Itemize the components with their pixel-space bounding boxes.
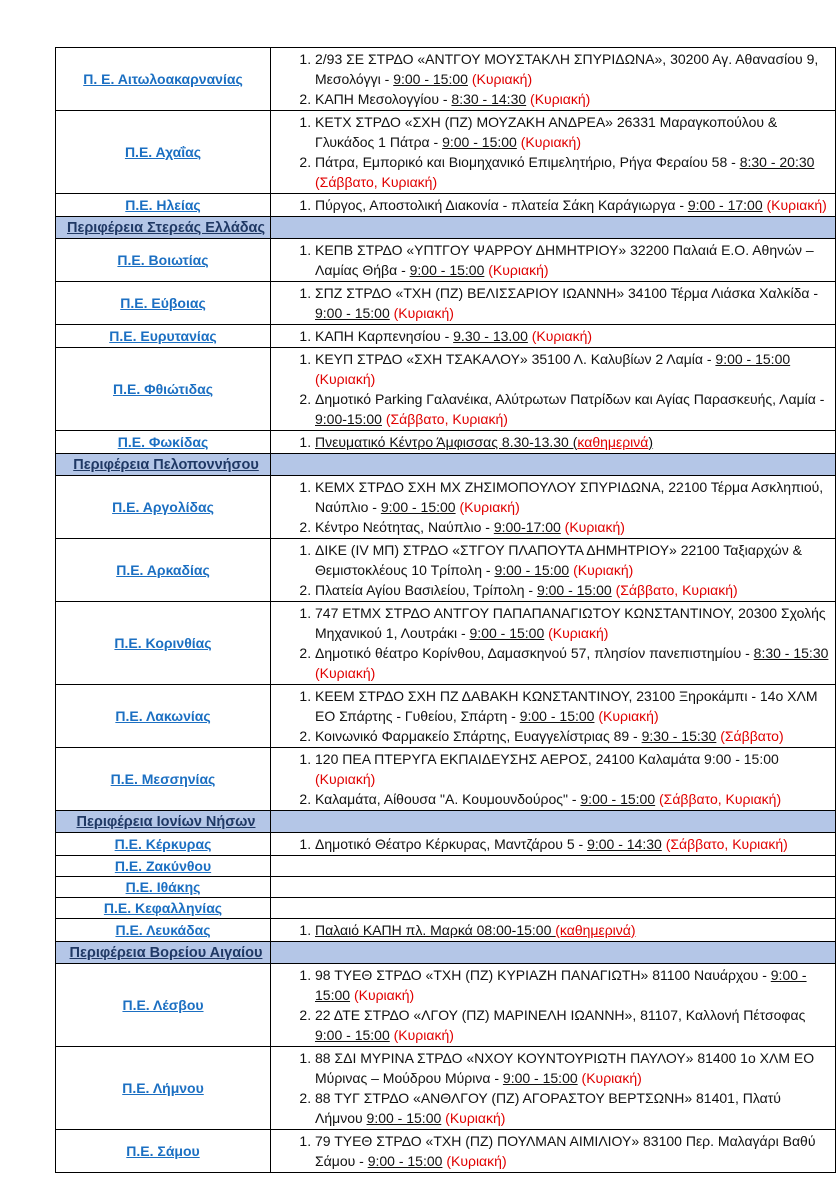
day-label: (Σάββατο) — [720, 728, 784, 744]
location-item — [315, 580, 831, 600]
section-row — [56, 217, 836, 239]
locations-cell — [271, 964, 836, 1047]
location-text: 22 ΔΤΕ ΣΤΡΔΟ «ΛΓΟΥ (ΠΖ) ΜΑΡΙΝΕΛΗ ΙΩΑΝΝΗ», 81107, Καλλονή Πέτσοφας — [315, 1007, 806, 1023]
locations-cell — [271, 476, 836, 539]
region-name-cell — [56, 1130, 271, 1173]
section-row — [56, 942, 836, 964]
day-label: (Κυριακή) — [520, 134, 581, 150]
locations-list — [271, 195, 831, 215]
region-name-cell — [56, 431, 271, 454]
location-text: Κοινωνικό Φαρμακείο Σπάρτης, Ευαγγελίστριας 89 - — [315, 728, 642, 744]
time-range: 8:30 - 20:30 — [739, 154, 815, 170]
location-item — [315, 920, 831, 940]
day-label: (Κυριακή) — [353, 987, 415, 1003]
table-row — [56, 476, 836, 539]
location-item — [315, 686, 831, 726]
locations-cell — [271, 348, 836, 431]
location-text: Καλαμάτα, Αίθουσα "Α. Κουμουνδούρος" - — [315, 791, 581, 807]
location-item — [315, 965, 831, 1005]
locations-cell — [271, 602, 836, 685]
locations-cell — [271, 877, 836, 898]
locations-list — [271, 477, 831, 537]
locations-cell — [271, 748, 836, 811]
location-item — [315, 477, 831, 517]
time-range: 9:00 - 15:00 — [536, 582, 612, 598]
table-row — [56, 325, 836, 348]
locations-cell — [271, 282, 836, 325]
location-item — [315, 152, 831, 192]
region-name-cell — [56, 111, 271, 194]
locations-list — [271, 834, 831, 854]
location-text: ΚΑΠΗ Μεσολογγίου - — [315, 91, 452, 107]
location-text: Δημοτικό Θέατρο Κέρκυρας, Μαντζάρου 5 - — [315, 836, 588, 852]
region-name: Π.Ε. Κέρκυρας — [114, 836, 212, 852]
region-name: Π.Ε. Εύβοιας — [120, 295, 206, 311]
time-range: 9:00 - 15:00 — [494, 562, 570, 578]
location-item — [315, 195, 831, 215]
locations-list — [271, 283, 831, 323]
location-item — [315, 349, 831, 389]
section-title-cell — [56, 454, 271, 476]
locations-list — [271, 112, 831, 192]
day-label: (Κυριακή) — [393, 1027, 454, 1043]
section-title-cell — [56, 217, 271, 239]
day-label: (Κυριακή) — [445, 1110, 506, 1126]
region-name: Π.Ε. Αχαΐας — [124, 144, 202, 160]
time-range: 9:00 - 15:00 — [409, 262, 485, 278]
region-name-cell — [56, 239, 271, 282]
day-label: (Κυριακή) — [315, 371, 376, 387]
region-name-cell — [56, 1047, 271, 1130]
location-item — [315, 749, 831, 789]
day-label: (Κυριακή) — [393, 305, 454, 321]
region-name-cell — [56, 325, 271, 348]
location-text: 98 ΤΥΕΘ ΣΤΡΔΟ «ΤΧΗ (ΠΖ) ΚΥΡΙΑΖΗ ΠΑΝΑΓΙΩΤΗ» 81100 Ναυάρχου - — [315, 967, 771, 983]
day-label: (Σάββατο, Κυριακή) — [665, 836, 788, 852]
time-range: 9:00 - 15:00 — [315, 967, 807, 1003]
table-row — [56, 48, 836, 111]
location-item — [315, 603, 831, 643]
locations-list — [271, 686, 831, 746]
table-row — [56, 898, 836, 919]
region-name: Π.Ε. Φωκίδας — [117, 434, 209, 450]
region-name-cell — [56, 748, 271, 811]
table-row — [56, 685, 836, 748]
region-name: Π.Ε. Ευρυτανίας — [109, 328, 217, 344]
location-item — [315, 517, 831, 537]
time-range: 9:00 - 15:00 — [715, 351, 791, 367]
day-label: (Κυριακή) — [531, 328, 593, 344]
location-item — [315, 283, 831, 323]
time-range: 9:00 - 15:00 — [519, 708, 595, 724]
time-range: 9:00 - 15:00 — [315, 1027, 390, 1043]
region-name: Π.Ε. Κορινθίας — [114, 635, 212, 651]
section-row — [56, 454, 836, 476]
time-range: 9:00 - 17:00 — [687, 197, 763, 213]
day-label: (Κυριακή) — [315, 771, 376, 787]
day-label: (Κυριακή) — [581, 1070, 642, 1086]
location-item — [315, 540, 831, 580]
location-text: Πύργος, Αποστολική Διακονία - πλατεία Σάκη Καράγιωργα - — [315, 197, 688, 213]
region-name-cell — [56, 539, 271, 602]
locations-list — [271, 540, 831, 600]
location-item — [315, 789, 831, 809]
time-range: 9:30 - 15:30 — [641, 728, 717, 744]
location-item — [315, 112, 831, 152]
locations-cell — [271, 48, 836, 111]
day-label: καθημερινά — [577, 434, 649, 450]
region-name-cell — [56, 964, 271, 1047]
time-range: 9:00 - 15:00 — [315, 305, 390, 321]
day-label: (Σάββατο, Κυριακή) — [385, 411, 508, 427]
locations-list — [271, 240, 831, 280]
day-label: (Σάββατο, Κυριακή) — [659, 791, 782, 807]
location-text: ΚΕΥΠ ΣΤΡΔΟ «ΣΧΗ ΤΣΑΚΑΛΟΥ» 35100 Λ. Καλυβίων 2 Λαμία - — [315, 351, 716, 367]
region-name: Π.Ε. Φθιώτιδας — [112, 381, 214, 397]
day-label: (Κυριακή) — [598, 708, 659, 724]
regions-schedule-table — [55, 47, 836, 1173]
locations-list — [271, 49, 831, 109]
locations-cell — [271, 431, 836, 454]
location-text: ΚΕΤΧ ΣΤΡΔΟ «ΣΧΗ (ΠΖ) ΜΟΥΖΑΚΗ ΑΝΔΡΕΑ» 26331 Μαραγκοπούλου & Γλυκάδος 1 Πάτρα - — [315, 114, 778, 150]
table-row — [56, 1130, 836, 1173]
location-text: Δημοτικό Parking Γαλανέικα, Αλύτρωτων Πατρίδων και Αγίας Παρασκευής, Λαμία - — [315, 391, 825, 407]
region-name-cell — [56, 194, 271, 217]
section-title-cell — [56, 942, 271, 964]
day-label: (Κυριακή) — [488, 262, 549, 278]
region-name-cell — [56, 877, 271, 898]
day-label: (Κυριακή) — [530, 91, 591, 107]
region-name: Π.Ε. Βοιωτίας — [117, 252, 209, 268]
time-range: 9:00 - 15:00 — [442, 134, 517, 150]
location-text: Κέντρο Νεότητας, Ναύπλιο - — [315, 519, 494, 535]
table-row — [56, 194, 836, 217]
location-text: ΣΠΖ ΣΤΡΔΟ «ΤΧΗ (ΠΖ) ΒΕΛΙΣΣΑΡΙΟΥ ΙΩΑΝΝΗ» 34100 Τέρμα Λιάσκα Χαλκίδα - — [315, 285, 819, 301]
locations-cell — [271, 325, 836, 348]
locations-list — [271, 965, 831, 1045]
location-item — [315, 1088, 831, 1128]
table-row — [56, 431, 836, 454]
region-name: Π.Ε. Αρκαδίας — [116, 562, 210, 578]
section-row-spacer — [271, 217, 836, 239]
table-row — [56, 877, 836, 898]
region-name: Π. Ε. Αιτωλοακαρνανίας — [83, 71, 243, 87]
locations-list — [271, 603, 831, 683]
time-range: 9:00 - 14:30 — [587, 836, 662, 852]
locations-cell — [271, 898, 836, 919]
day-label: (καθημερινά) — [555, 922, 636, 938]
locations-cell — [271, 111, 836, 194]
table-row — [56, 964, 836, 1047]
location-text: 120 ΠΕΑ ΠΤΕΡΥΓΑ ΕΚΠΑΙΔΕΥΣΗΣ ΑΕΡΟΣ, 24100 Καλαμάτα 9:00 - 15:00 — [315, 751, 779, 767]
table-row — [56, 748, 836, 811]
table-row — [56, 282, 836, 325]
table-row — [56, 919, 836, 942]
section-title: Περιφέρεια Πελοποννήσου — [73, 456, 259, 473]
section-title: Περιφέρεια Βορείου Αιγαίου — [69, 944, 263, 961]
region-name-cell — [56, 282, 271, 325]
region-name-cell — [56, 685, 271, 748]
region-name: Π.Ε. Ζακύνθου — [114, 858, 212, 874]
section-row-spacer — [271, 454, 836, 476]
locations-list — [271, 749, 831, 809]
day-label: (Κυριακή) — [446, 1153, 507, 1169]
section-row-spacer — [271, 942, 836, 964]
section-title: Περιφέρεια Στερεάς Ελλάδας — [66, 219, 265, 236]
locations-cell — [271, 194, 836, 217]
region-name-cell — [56, 856, 271, 877]
day-label: (Κυριακή) — [315, 665, 376, 681]
location-item — [315, 1048, 831, 1088]
region-name: Π.Ε. Λευκάδας — [115, 922, 211, 938]
locations-cell — [271, 539, 836, 602]
region-name: Π.Ε. Λέσβου — [122, 997, 204, 1013]
location-text: Πλατεία Αγίου Βασιλείου, Τρίπολη - — [315, 582, 537, 598]
region-name: Π.Ε. Ιθάκης — [125, 879, 201, 895]
region-name-cell — [56, 898, 271, 919]
section-row-spacer — [271, 811, 836, 833]
locations-cell — [271, 685, 836, 748]
location-text: 79 ΤΥΕΘ ΣΤΡΔΟ «ΤΧΗ (ΠΖ) ΠΟΥΛΜΑΝ ΑΙΜΙΛΙΟΥ» 83100 Περ. Μαλαγάρι Βαθύ Σάμου - — [315, 1133, 816, 1169]
locations-cell — [271, 833, 836, 856]
time-range: 9:00 - 15:00 — [380, 499, 456, 515]
location-item — [315, 1005, 831, 1045]
locations-list — [271, 326, 831, 346]
region-name-cell — [56, 919, 271, 942]
region-name: Π.Ε. Κεφαλληνίας — [103, 900, 223, 916]
time-range: 9:00 - 15:00 — [393, 71, 468, 87]
locations-cell — [271, 919, 836, 942]
location-item — [315, 49, 831, 89]
day-label: (Κυριακή) — [573, 562, 634, 578]
region-name-cell — [56, 348, 271, 431]
table-row — [56, 1047, 836, 1130]
location-text: 88 ΤΥΓ ΣΤΡΔΟ «ΑΝΘΛΓΟΥ (ΠΖ) ΑΓΟΡΑΣΤΟΥ ΒΕΡΤΣΩΝΗ» 81401, Πλατύ Λήμνου — [315, 1090, 781, 1126]
location-item — [315, 1131, 831, 1171]
location-item — [315, 240, 831, 280]
regions-table-body — [56, 48, 836, 1173]
region-name: Π.Ε. Σάμου — [126, 1143, 200, 1159]
location-item — [315, 643, 831, 683]
locations-cell — [271, 1047, 836, 1130]
location-text: 2/93 ΣΕ ΣΤΡΔΟ «ΑΝΤΓΟΥ ΜΟΥΣΤΑΚΛΗ ΣΠΥΡΙΔΩΝΑ», 30200 Αγ. Αθανασίου 9, Μεσολόγγι - — [315, 51, 819, 87]
table-row — [56, 111, 836, 194]
table-row — [56, 239, 836, 282]
section-row — [56, 811, 836, 833]
time-range: 9:00-17:00 — [493, 519, 561, 535]
location-item — [315, 326, 831, 346]
region-name: Π.Ε. Μεσσηνίας — [110, 771, 216, 787]
table-row — [56, 833, 836, 856]
location-text: 88 ΣΔΙ ΜΥΡΙΝΑ ΣΤΡΔΟ «ΝΧΟΥ ΚΟΥΝΤΟΥΡΙΩΤΗ ΠΑΥΛΟΥ» 81400 1ο ΧΛΜ ΕΟ Μύρινας – Μούδρου Μύρινα - — [315, 1050, 815, 1086]
time-range: 9:00 - 15:00 — [366, 1110, 442, 1126]
time-range: Παλαιό ΚΑΠΗ πλ. Μαρκά 08:00-15:00 — [315, 922, 556, 938]
locations-cell — [271, 856, 836, 877]
locations-list — [271, 432, 831, 452]
day-label: (Κυριακή) — [471, 71, 533, 87]
table-row — [56, 602, 836, 685]
time-range: 9.30 - 13.00 — [453, 328, 528, 344]
location-text: ΔΙΚΕ (ΙV ΜΠ) ΣΤΡΔΟ «ΣΤΓΟΥ ΠΛΑΠΟΥΤΑ ΔΗΜΗΤΡΙΟΥ» 22100 Ταξιαρχών & Θεμιστοκλέους 10 Τρίπολη - — [315, 542, 802, 578]
time-range: 9:00 - 15:00 — [580, 791, 656, 807]
day-label: (Κυριακή) — [564, 519, 625, 535]
location-item — [315, 834, 831, 854]
day-label: (Κυριακή) — [459, 499, 520, 515]
table-row — [56, 348, 836, 431]
time-range: 8:30 - 15:30 — [753, 645, 829, 661]
region-name: Π.Ε. Λακωνίας — [115, 708, 211, 724]
locations-list — [271, 920, 831, 940]
time-range: 9:00 - 15:00 — [502, 1070, 578, 1086]
location-text: Δημοτικό θέατρο Κορίνθου, Δαμασκηνού 57, πλησίον πανεπιστημίου - — [315, 645, 754, 661]
time-range: 9:00-15:00 — [315, 411, 382, 427]
location-item — [315, 89, 831, 109]
table-row — [56, 539, 836, 602]
time-range: 8:30 - 14:30 — [451, 91, 527, 107]
table-row — [56, 856, 836, 877]
location-item — [315, 432, 831, 452]
location-text: ΚΑΠΗ Καρπενησίου - — [315, 328, 454, 344]
locations-list — [271, 1048, 831, 1128]
location-item — [315, 389, 831, 429]
locations-list — [271, 1131, 831, 1171]
day-label: (Κυριακή) — [766, 197, 827, 213]
locations-list — [271, 349, 831, 429]
location-text: ΚΕΕΜ ΣΤΡΔΟ ΣΧΗ ΠΖ ΔΑΒΑΚΗ ΚΩΝΣΤΑΝΤΙΝΟΥ, 23100 Ξηροκάμπι - 14ο ΧΛΜ ΕΟ Σπάρτης - Γυθείου, Σπάρτη - — [315, 688, 818, 724]
day-label: (Κυριακή) — [548, 625, 609, 641]
time-range: 9:00 - 15:00 — [367, 1153, 443, 1169]
time-range: Πνευματικό Κέντρο Άμφισσας 8.30-13.30 ( — [315, 434, 578, 450]
section-title: Περιφέρεια Ιονίων Νήσων — [76, 813, 256, 830]
region-name: Π.Ε. Ηλείας — [125, 197, 201, 213]
time-range: 9:00 - 15:00 — [469, 625, 545, 641]
region-name-cell — [56, 833, 271, 856]
region-name-cell — [56, 48, 271, 111]
region-name: Π.Ε. Λήμνου — [122, 1080, 204, 1096]
time-range: ) — [648, 434, 654, 450]
day-label: (Σάββατο, Κυριακή) — [315, 174, 438, 190]
locations-cell — [271, 1130, 836, 1173]
location-item — [315, 726, 831, 746]
day-label: (Σάββατο, Κυριακή) — [615, 582, 738, 598]
location-text: ΚΕΠΒ ΣΤΡΔΟ «ΥΠΤΓΟΥ ΨΑΡΡΟΥ ΔΗΜΗΤΡΙΟΥ» 32200 Παλαιά Ε.Ο. Αθηνών – Λαμίας Θήβα - — [315, 242, 814, 278]
section-title-cell — [56, 811, 271, 833]
region-name: Π.Ε. Αργολίδας — [112, 499, 214, 515]
locations-cell — [271, 239, 836, 282]
location-text: ΚΕΜΧ ΣΤΡΔΟ ΣΧΗ ΜΧ ΖΗΣΙΜΟΠΟΥΛΟΥ ΣΠΥΡΙΔΩΝΑ, 22100 Τέρμα Ασκληπιού, Ναύπλιο - — [315, 479, 824, 515]
region-name-cell — [56, 476, 271, 539]
location-text: 747 ΕΤΜΧ ΣΤΡΔΟ ΑΝΤΓΟΥ ΠΑΠΑΠΑΝΑΓΙΩΤΟΥ ΚΩΝΣΤΑΝΤΙΝΟΥ, 20300 Σχολής Μηχανικού 1, Λουτράκι - — [315, 605, 826, 641]
location-text: Πάτρα, Εμπορικό και Βιομηχανικό Επιμελητήριο, Ρήγα Φεραίου 58 - — [315, 154, 740, 170]
region-name-cell — [56, 602, 271, 685]
